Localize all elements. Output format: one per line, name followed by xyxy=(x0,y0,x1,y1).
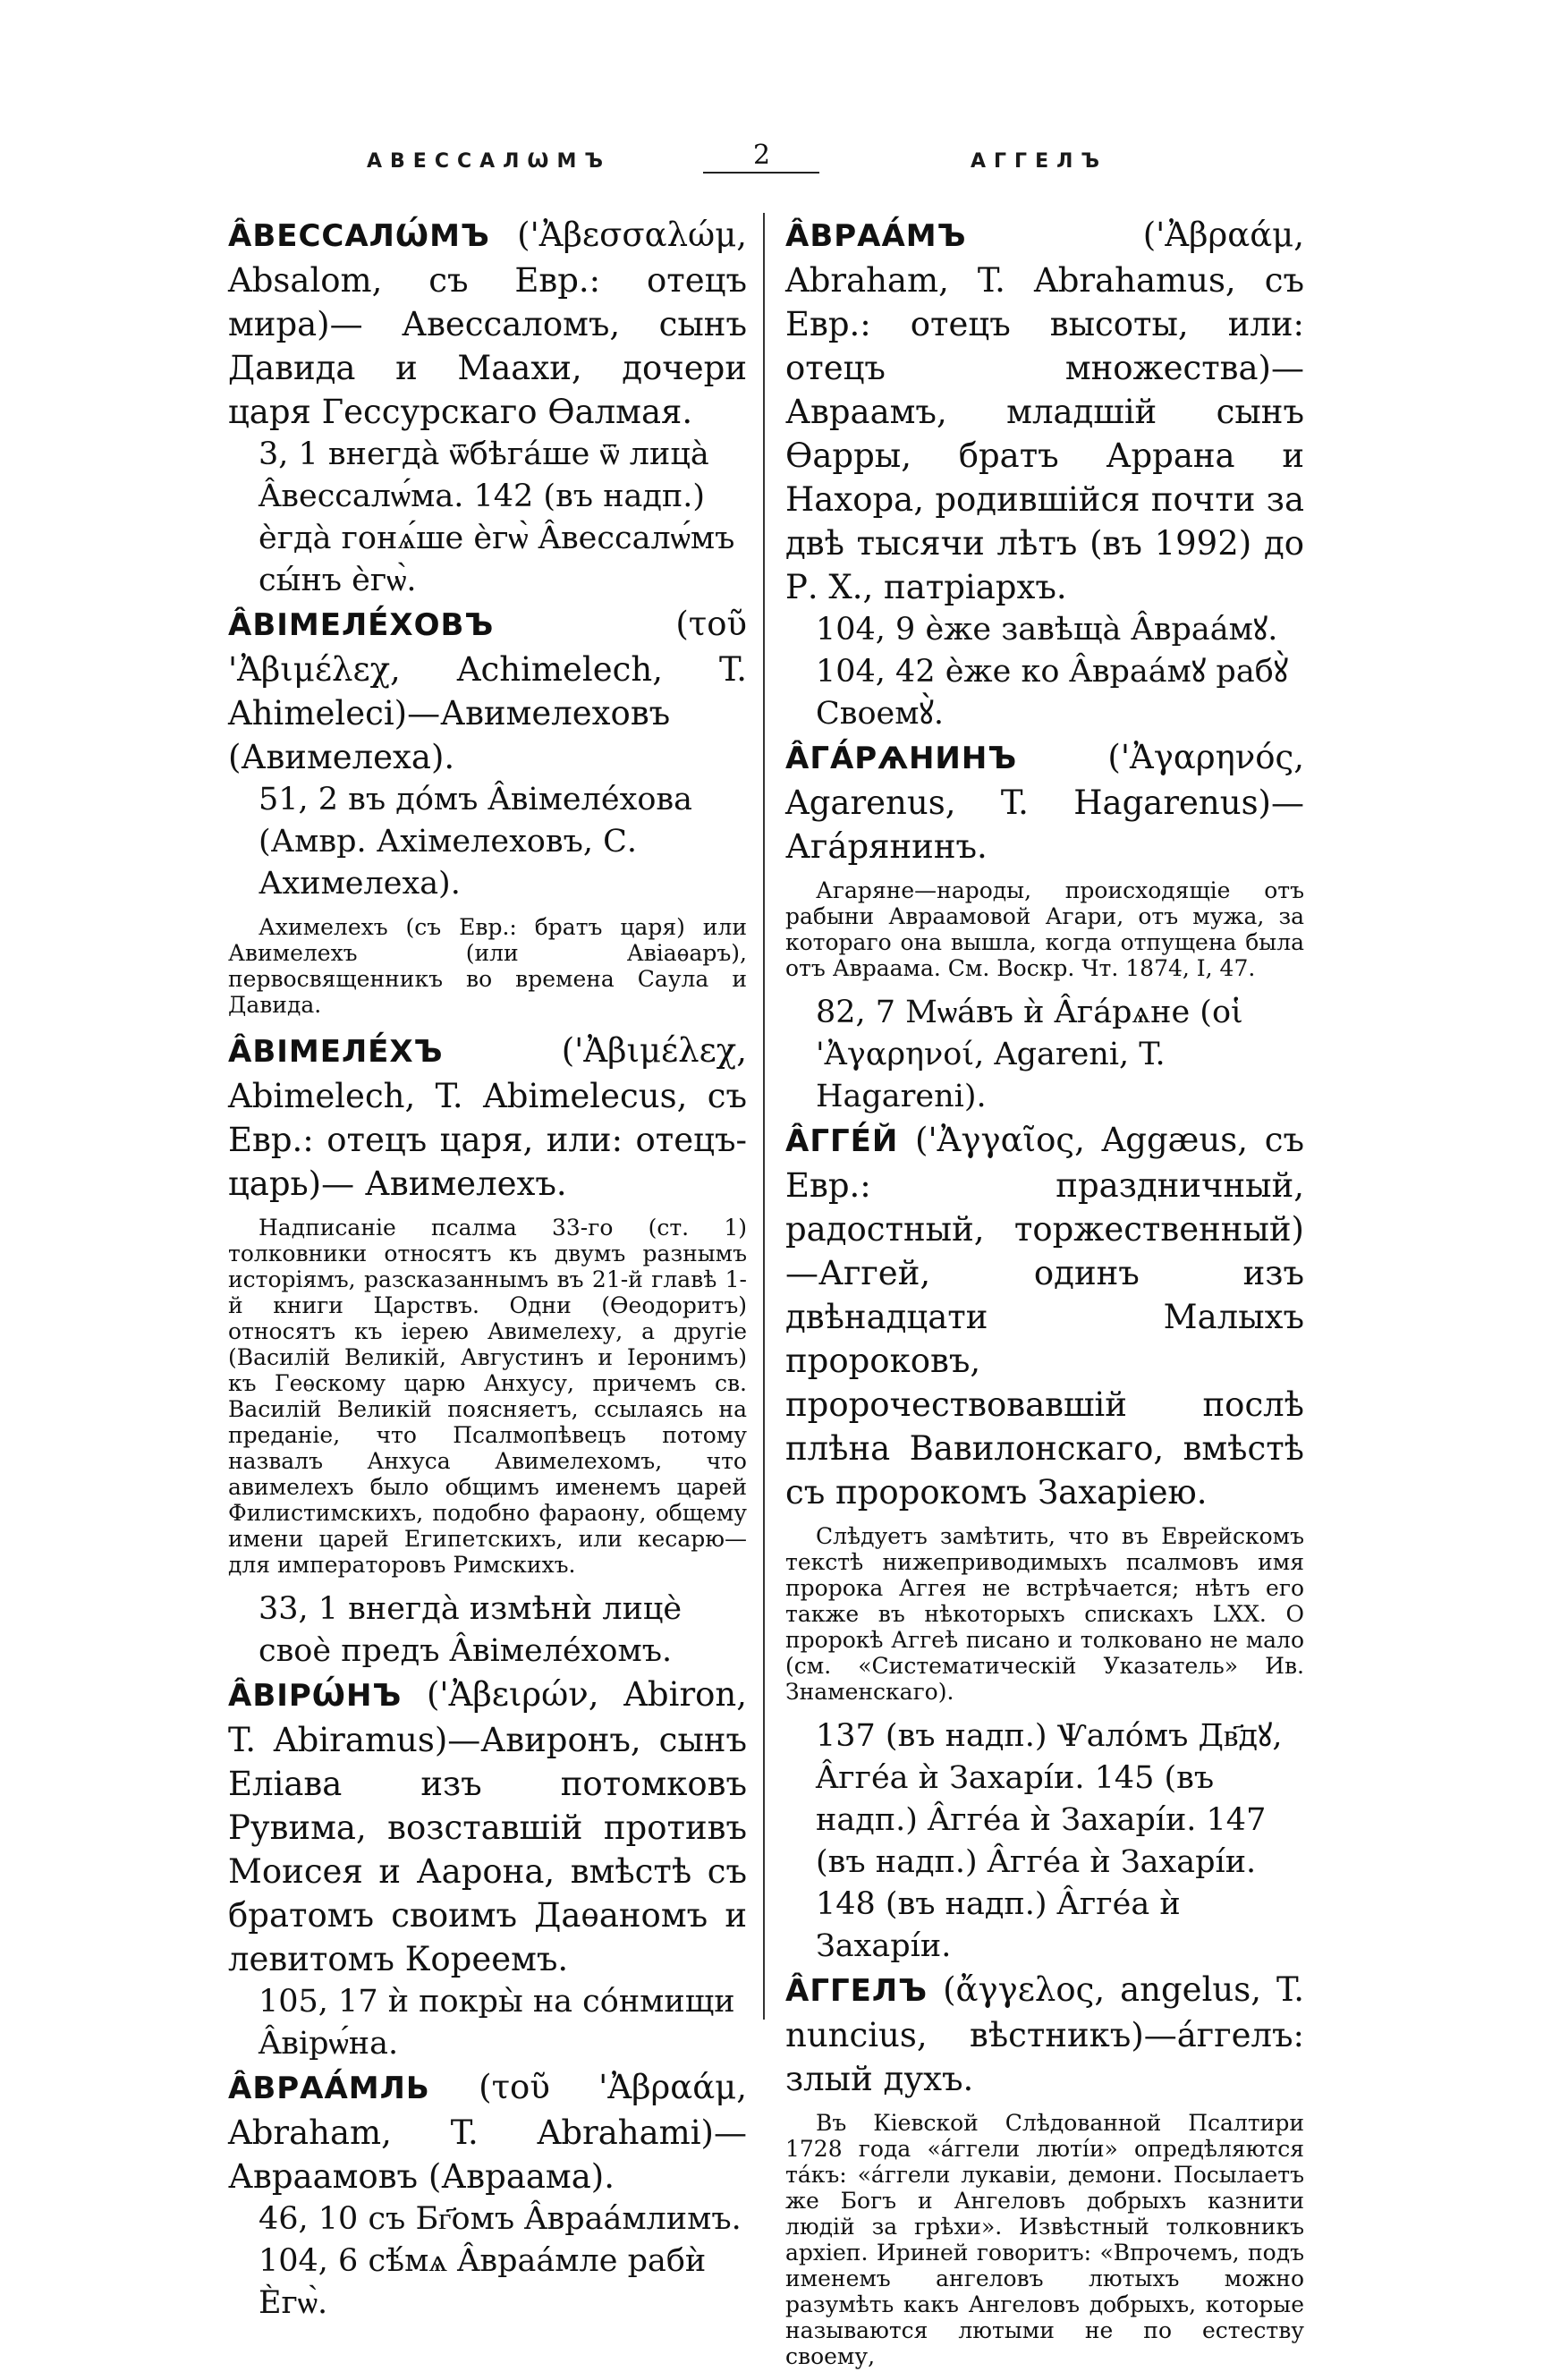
column-divider xyxy=(763,213,765,2020)
entry-definition: ('Ἀβιμέλεχ, Abimelech, T. Abimelecus, съ Евр.: отецъ царя, или: отецъ-царь)— Авимелехъ. xyxy=(228,1031,747,1203)
dictionary-entry xyxy=(228,1673,747,1981)
right-column xyxy=(785,213,1304,2380)
dictionary-entry xyxy=(785,1118,1304,1514)
header-right-word: АГГЕЛЪ xyxy=(971,150,1108,173)
left-column xyxy=(228,213,747,2325)
entry-definition: ('Ἀβεσσαλώμ, Absalom, съ Евр.: отецъ мира)— Авессаломъ, сынъ Давида и Маахи, дочери царя Гессурскаго Ѳалмая. xyxy=(228,216,747,431)
entry-headword: ÂВІМЕЛЕ́ХОВЪ xyxy=(228,607,495,643)
entry-headword: ÂГА́РѦНИНЪ xyxy=(785,741,1018,776)
dictionary-entry xyxy=(228,602,747,779)
entry-headword: ÂГГЕЛЪ xyxy=(785,1973,928,2009)
psalm-reference: 33, 1 внегдà измѣнѝ лицѐ своѐ предъ Âвімеле́хомъ. xyxy=(259,1591,682,1669)
entry-headword: ÂВРАА́МЛЬ xyxy=(228,2071,430,2106)
entry-definition: ('Ἀγγαῖος, Aggæus, съ Евр.: праздничный, радостный, торжественный)—Аггей, одинъ изъ двѣнадцати Малыхъ пророковъ, пророчествовавшій послѣ плѣна Вавилонскаго, вмѣстѣ съ пророкомъ Захаріею. xyxy=(785,1121,1304,1512)
entry-headword: ÂВІМЕЛЕ́ХЪ xyxy=(228,1034,444,1070)
commentary-note: Слѣдуетъ замѣтить, что въ Еврейскомъ текстѣ нижеприводимыхъ псалмовъ имя пророка Аггея не встрѣчается; нѣтъ его также въ нѣкоторыхъ спискахъ LXX. О пророкѣ Аггеѣ писано и толковано не мало (см. «Систематическій Указатель» Ив. Знаменскаго). xyxy=(785,1523,1304,1705)
dictionary-entry xyxy=(785,1968,1304,2101)
psalm-reference: 104, 9 ѐже завѣща̀ Âвраа́мꙋ. 104, 42 ѐже ко Âвраа́мꙋ рабꙋ̀ Своемꙋ̀. xyxy=(816,612,1289,732)
psalm-reference: 105, 17 ѝ покры̀ на сóнмищи Âвірѡ́на. xyxy=(259,1984,735,2062)
commentary-note: Агаряне—народы, происходящіе отъ рабыни Авраамовой Агари, отъ мужа, за котораго она вышла, когда отпущена была отъ Авраама. См. Воскр. Чт. 1874, I, 47. xyxy=(785,877,1304,981)
page-number: 2 xyxy=(753,140,771,171)
header-left-word: АВЕССАЛѠМЪ xyxy=(367,150,612,173)
dictionary-entry xyxy=(228,2065,747,2198)
psalm-reference: 82, 7 Мѡа́въ ѝ Âга́рѧне (οἱ 'Ἀγαρηνοί, Agareni, T. Hagareni). xyxy=(816,995,1243,1114)
psalm-reference: 46, 10 съ Бг҃омъ Âвраа́млимъ. 104, 6 сѣ́мѧ Âвраа́мле рабѝ Ѐгѡ̀. xyxy=(259,2201,742,2321)
entry-definition: (τοῦ 'Ἀβραάμ, Abraham, T. Abrahami)— Авраамовъ (Авраама). xyxy=(228,2068,747,2196)
commentary-note: Надписаніе псалма 33-го (ст. 1) толковники относятъ къ двумъ разнымъ исторіямъ, разсказаннымъ въ 21-й главѣ 1-й книги Царствъ. Одни (Ѳеодоритъ) относятъ къ іерею Авимелеху, а другіе (Василій Великій, Августинъ и Іеронимъ) къ Геѳскому царю Анхусу, причемъ св. Василій Великій поясняетъ, ссылаясь на преданіе, что Псалмопѣвецъ потому назвалъ Анхуса Авимелехомъ, что авимелехъ было общимъ именемъ царей Филистимскихъ, подобно фараону, общему имени царей Египетскихъ, или кесарю—для императоровъ Римскихъ. xyxy=(228,1215,747,1578)
entry-headword: ÂГГЕ́Й xyxy=(785,1123,899,1159)
commentary-note: Ахимелехъ (съ Евр.: братъ царя) или Авимелехъ (или Авіаѳаръ), первосвященникъ во времена Саула и Давида. xyxy=(228,914,747,1018)
entry-definition: ('Ἀβραάμ, Abraham, T. Abrahamus, съ Евр.: отецъ высоты, или: отецъ множества)— Авраамъ, младшій сынъ Ѳарры, братъ Аррана и Нахора, родившійся почти за двѣ тысячи лѣтъ (въ 1992) до Р. Х., патріархъ. xyxy=(785,216,1304,606)
psalm-reference: 51, 2 въ дóмъ Âвімеле́хова (Амвр. Ахімелеховъ, С. Ахимелеха). xyxy=(259,782,692,902)
dictionary-entry xyxy=(228,213,747,434)
entry-definition: (ἄγγελος, angelus, T. nuncius, вѣстникъ)—а́ггелъ: злый духъ. xyxy=(785,1970,1304,2098)
entry-headword: ÂВРАА́МЪ xyxy=(785,218,967,254)
entry-headword: ÂВЕССАЛѠ́МЪ xyxy=(228,218,490,254)
header-rule xyxy=(703,172,819,174)
entry-definition: ('Ἀβειρών, Abiron, T. Abiramus)—Авиронъ, сынъ Еліава изъ потомковъ Рувима, возставшій противъ Моисея и Аарона, вмѣстѣ съ братомъ своимъ Даѳаномъ и левитомъ Кореемъ. xyxy=(228,1675,747,1978)
commentary-note: Въ Кіевской Слѣдованной Псалтири 1728 года «а́ггели люті́и» опредѣляются та́къ: «а́ггели лукавіи, демони. Посылаетъ же Богъ и Ангеловъ добрыхъ казнити людій за грѣхи». Извѣстный толковникъ архіеп. Ириней говоритъ: «Впрочемъ, подъ именемъ ангеловъ лютыхъ можно разумѣть какъ Ангеловъ добрыхъ, которые называются лютыми не по естеству своему, xyxy=(785,2110,1304,2369)
dictionary-entry xyxy=(785,735,1304,868)
dictionary-entry xyxy=(785,213,1304,609)
entry-headword: ÂВІРѠ́НЪ xyxy=(228,1678,403,1714)
psalm-reference: 3, 1 внегдà ѿбѣгáше ѿ лицà Âвессалѡ́ма. 142 (въ надп.) ѐгдà гонѧ́ше ѐгѡ̀ Âвессалѡ́мъ сы́нъ ѐгѡ̀. xyxy=(259,436,735,598)
entry-definition: ('Ἀγαρηνός, Agarenus, T. Hagarenus)—Ага́рянинъ. xyxy=(785,738,1304,866)
psalm-reference: 137 (въ надп.) Ѱалóмъ Дв҃дꙋ, Âгге́а ѝ Захарі́и. 145 (въ надп.) Âгге́а ѝ Захарі́и. 147 (въ надп.) Âгге́а ѝ Захарі́и. 148 (въ надп.) Âгге́а ѝ Захарі́и. xyxy=(816,1718,1283,1964)
dictionary-entry xyxy=(228,1029,747,1206)
entry-definition: (τοῦ 'Ἀβιμέλεχ, Achimelech, T. Ahimeleci)—Авимелеховъ (Авимелеха). xyxy=(228,605,747,776)
running-header xyxy=(0,140,1560,199)
